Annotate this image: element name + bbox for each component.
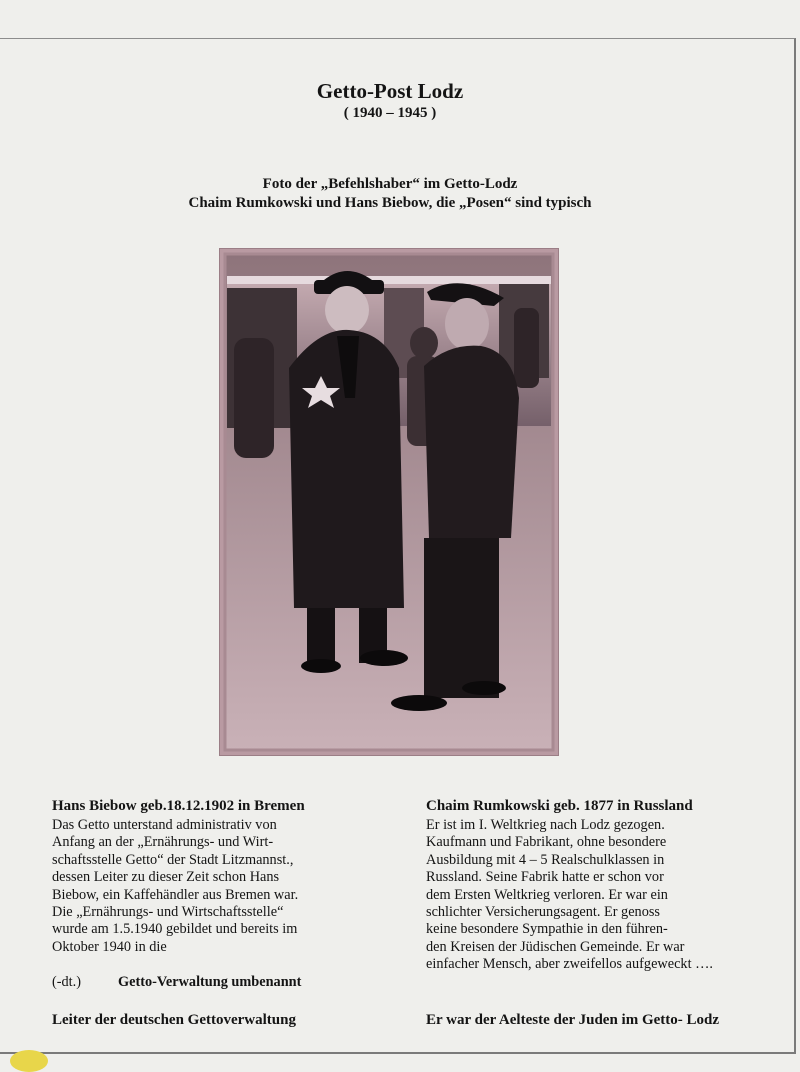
text-line: Kaufmann und Fabrikant, ohne besondere: [426, 834, 667, 851]
text-line: wurde am 1.5.1940 gebildet und bereits im: [52, 921, 298, 938]
text-line: dessen Leiter zu dieser Zeit schon Hans: [52, 869, 280, 886]
biebow-footer: Leiter der deutschen Gettoverwaltung: [52, 1012, 296, 1028]
biebow-heading: Hans Biebow geb.18.12.1902 in Bremen: [52, 798, 305, 814]
text-line: keine besondere Sympathie in den führen-: [426, 921, 668, 938]
text-line: Russland. Seine Fabrik hatte er schon vor: [426, 869, 664, 886]
renamed-label: Getto-Verwaltung umbenannt: [118, 974, 302, 990]
historical-photo: [219, 248, 559, 756]
text-line: schaftsstelle Getto“ der Stadt Litzmannst.,: [52, 851, 294, 868]
photo-caption-line-1: Foto der „Befehlshaber“ im Getto-Lodz: [262, 176, 518, 192]
rumkowski-heading: Chaim Rumkowski geb. 1877 in Russland: [426, 798, 693, 814]
text-line: Das Getto unterstand administrativ von: [52, 817, 277, 833]
text-line: einfacher Mensch, aber zweifellos aufgeweckt ….: [426, 956, 713, 973]
rumkowski-description: [426, 817, 756, 974]
text-line: dem Ersten Weltkrieg verloren. Er war ein: [426, 886, 668, 903]
page-subtitle: ( 1940 – 1945 ): [343, 105, 437, 121]
dt-label: (-dt.): [52, 974, 81, 990]
text-line: Die „Ernährungs- und Wirtschaftsstelle“: [52, 904, 284, 921]
photo-caption-line-2: Chaim Rumkowski und Hans Biebow, die „Posen“ sind typisch: [188, 195, 592, 211]
page-title: Getto-Post Lodz: [316, 79, 464, 103]
text-line: Er ist im I. Weltkrieg nach Lodz gezogen.: [426, 817, 665, 833]
text-line: Anfang an der „Ernährungs- und Wirt-: [52, 834, 274, 851]
text-line: Oktober 1940 in die: [52, 938, 167, 955]
corner-sticker: [10, 1050, 48, 1072]
text-line: den Kreisen der Jüdischen Gemeinde. Er war: [426, 938, 685, 955]
text-line: Biebow, ein Kaffehändler aus Bremen war.: [52, 886, 299, 903]
rumkowski-footer: Er war der Aelteste der Juden im Getto- Lodz: [426, 1012, 720, 1028]
getto-verwaltung-line: [52, 974, 352, 991]
biebow-description: [52, 817, 342, 956]
photo-illustration: [219, 248, 559, 756]
text-line: schlichter Versicherungsagent. Er genoss: [426, 904, 660, 921]
text-line: Ausbildung mit 4 – 5 Realschulklassen in: [426, 851, 665, 868]
